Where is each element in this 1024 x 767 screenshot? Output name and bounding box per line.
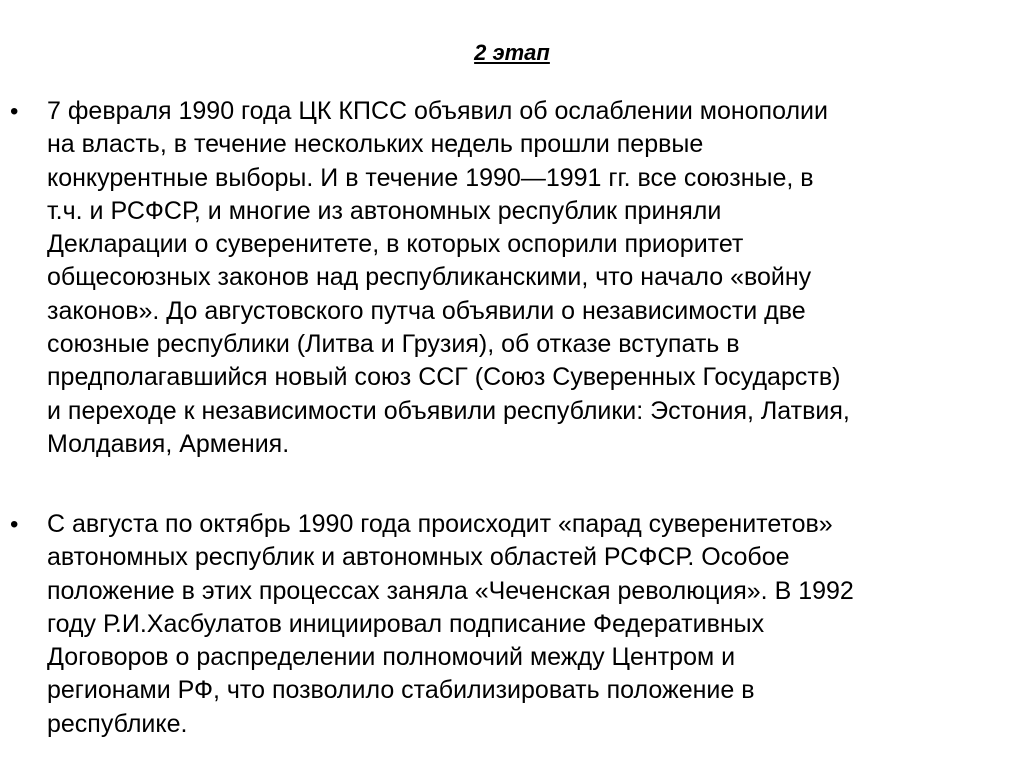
text-line: регионами РФ, что позволило стабилизировать положение в	[47, 676, 755, 705]
slide-title: 2 этап	[474, 40, 550, 65]
text-line: Декларации о суверенитете, в которых оспорили приоритет	[47, 230, 744, 259]
text-line: общесоюзных законов над республиканскими, что начало «войну	[47, 263, 812, 292]
bullet-marker: •	[10, 98, 19, 125]
text-line: на власть, в течение нескольких недель прошли первые	[47, 130, 704, 159]
text-line: 7 февраля 1990 года ЦК КПСС объявил об ослаблении монополии	[47, 97, 828, 125]
text-line: и переходе к независимости объявили республики: Эстония, Латвия,	[47, 396, 850, 425]
text-line: законов». До августовского путча объявили о независимости две	[47, 296, 806, 325]
text-line: союзные республики (Литва и Грузия), об отказе вступать в	[47, 330, 740, 359]
text-line: автономных республик и автономных областей РСФСР. Особое	[47, 543, 790, 572]
text-line: предполагавшийся новый союз ССГ (Союз Суверенных Государств)	[47, 363, 841, 392]
bullet-text	[47, 95, 1015, 461]
bullet-marker: •	[10, 511, 19, 538]
bullet-text	[47, 508, 1015, 741]
text-line: году Р.И.Хасбулатов инициировал подписание Федеративных	[47, 609, 765, 638]
text-line: республике.	[47, 709, 188, 738]
text-line: т.ч. и РСФСР, и многие из автономных республик приняли	[47, 196, 722, 225]
text-line: С августа по октябрь 1990 года происходит «парад суверенитетов»	[47, 510, 833, 538]
text-line: Договоров о распределении полномочий между Центром и	[47, 643, 736, 672]
text-line: Молдавия, Армения.	[47, 429, 290, 458]
text-line: конкурентные выборы. И в течение 1990—1991 гг. все союзные, в	[47, 163, 814, 192]
text-line: положение в этих процессах заняла «Чеченская революция». В 1992	[47, 576, 854, 605]
